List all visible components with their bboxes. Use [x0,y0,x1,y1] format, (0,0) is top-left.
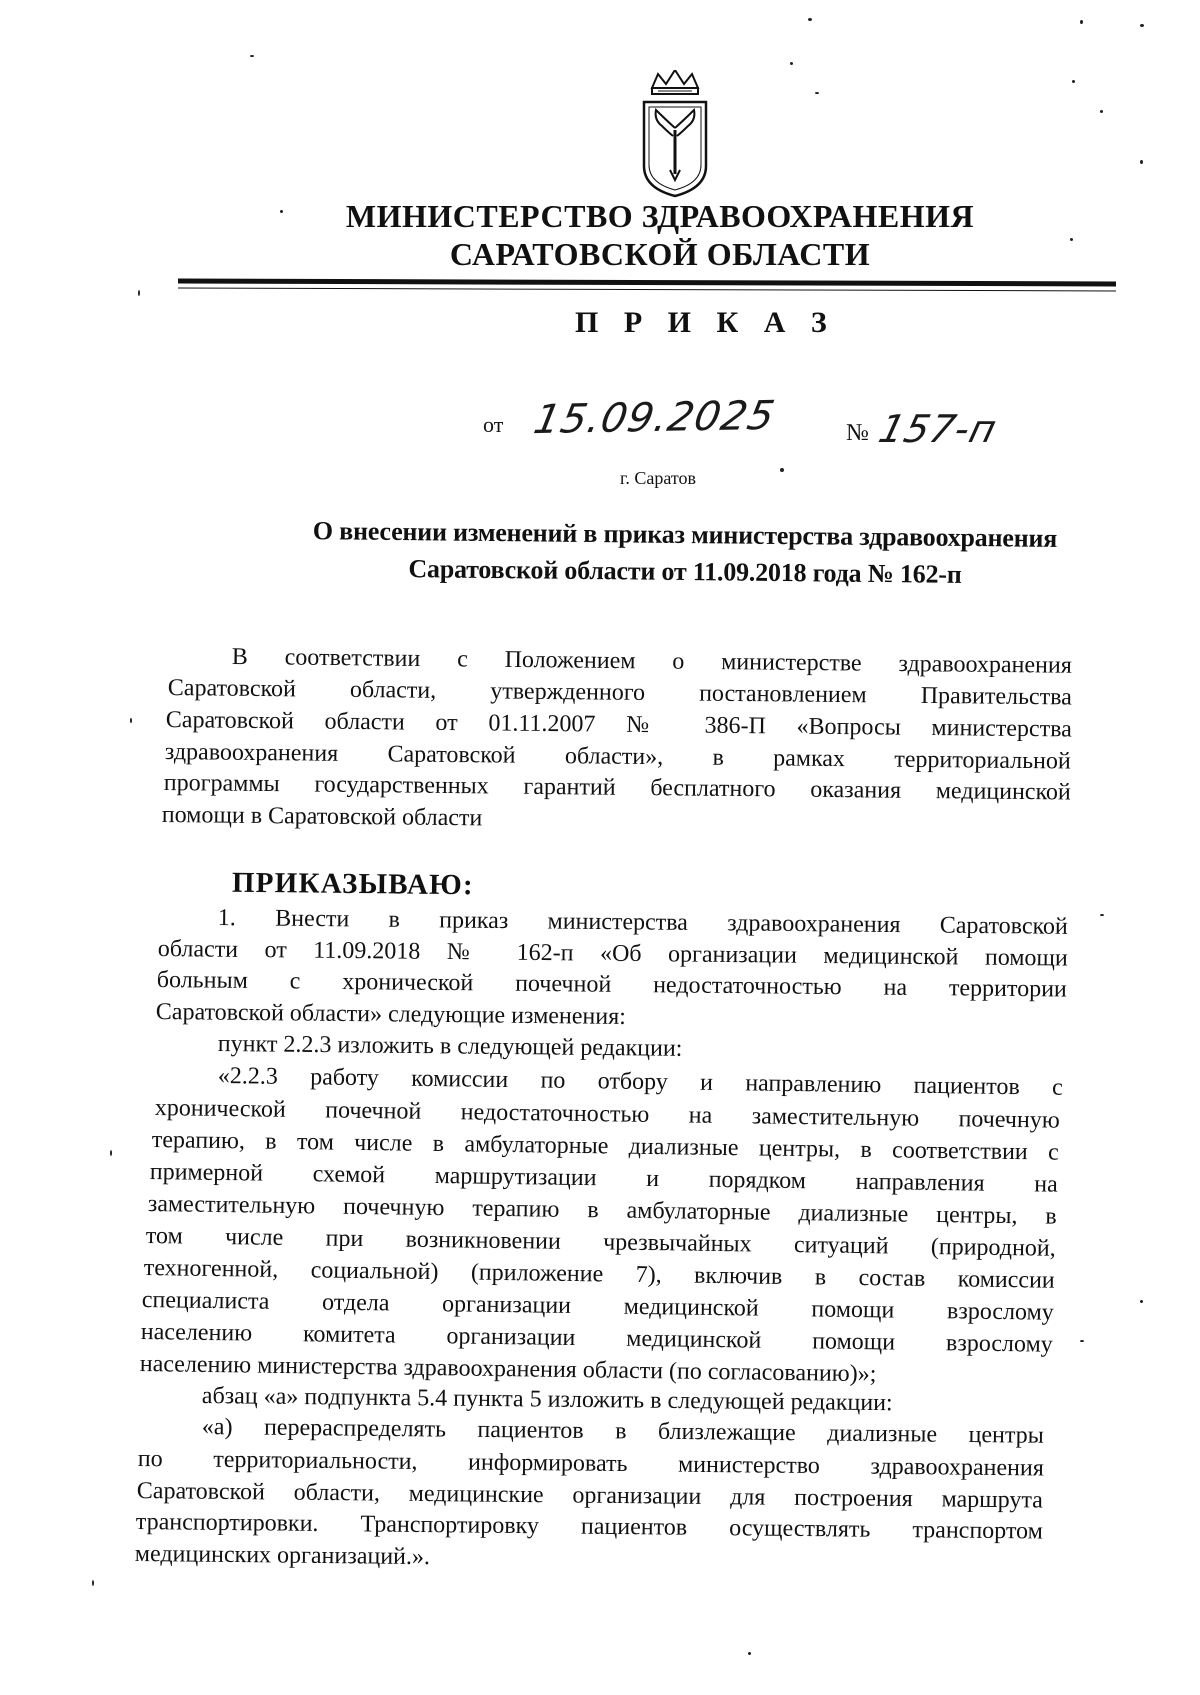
body-line: «а) перераспределять пациентов в близлежащие диализные центры [201,1414,1044,1449]
document-title-line-2: Саратовской области от 11.09.2018 года № 162-п [408,554,962,589]
body-line: населению комитета организации медицинской помощи взрослому [140,1319,1053,1358]
preamble-line: Саратовской области от 01.11.2007 № 386-П «Вопросы министерства [165,707,1072,743]
body-line: 1. Внести в приказ министерства здравоохранения Саратовской [217,905,1068,940]
scan-speck [1070,238,1073,241]
body-line: терапию, в том числе в амбулаторные диализные центры, в соответствии с [151,1127,1059,1166]
scan-speck [1100,110,1103,113]
body-line: заместительную почечную терапию в амбулаторные диализные центры, в [147,1191,1057,1230]
number-label: № [846,420,869,446]
preamble-line: помощи в Саратовской области [161,802,483,832]
scan-speck [250,55,254,57]
scan-speck [780,468,784,472]
body-line: больным с хронической почечной недостаточностью на территории [156,967,1067,1003]
body-line: Саратовской области, медицинские организации для построения маршрута [136,1478,1043,1514]
body-line: пункт 2.2.3 изложить в следующей редакции: [217,1031,683,1062]
header-divider-thick [178,279,1116,287]
header-divider-thin [178,288,1116,292]
body-line: примерной схемой маршрутизации и порядком направления на [149,1159,1058,1198]
scan-speck [1140,160,1143,164]
scan-speck [1080,20,1083,24]
preamble-line: здравоохранения Саратовской области», в рамках территориальной [164,739,1071,775]
ministry-name-line-2: САРАТОВСКОЙ ОБЛАСТИ [449,236,871,272]
scan-speck [815,92,819,94]
preamble-line: В соответствии с Положением о министерстве здравоохранения [231,644,1072,679]
order-word: ПРИКАЗЫВАЮ: [231,866,475,902]
scan-speck [790,62,793,65]
ministry-name-line-1: МИНИСТЕРСТВО ЗДРАВООХРАНЕНИЯ [345,198,975,234]
body-line: абзац «а» подпункта 5.4 пункта 5 изложить в следующей редакции: [201,1383,893,1417]
body-line: населению министерства здравоохранения области (по согласованию)»; [139,1351,877,1388]
preamble-line: Саратовской области, утвержденного постановлением Правительства [167,675,1072,711]
scan-speck [130,718,132,723]
scan-speck [92,1580,94,1586]
document-title-line-1: О внесении изменений в приказ министерства здравоохранения [312,516,1058,553]
saratov-oblast-coat-of-arms-icon [640,70,710,198]
scan-speck [110,1150,112,1156]
body-line: области от 11.09.2018 № 162-п «Об организации медицинской помощи [157,936,1068,972]
body-line: по территориальности, информировать министерство здравоохранения [137,1446,1044,1482]
scan-speck [1100,914,1104,916]
scan-speck [1140,1300,1143,1303]
handwritten-number: 157-п [874,407,1002,451]
handwritten-date: 15.09.2025 [530,392,779,444]
body-line: «2.2.3 работу комиссии по отбору и направлению пациентов с [217,1063,1063,1101]
body-line: транспортировки. Транспортировку пациентов осуществлять транспортом [135,1509,1043,1545]
scan-speck [1072,80,1075,83]
body-line: том числе при возникновении чрезвычайных ситуаций (природной, [145,1223,1056,1262]
document-type: П Р И К А З [575,306,836,339]
scan-speck [808,18,812,21]
scan-speck [1080,1340,1084,1342]
body-line: хронической почечной недостаточностью на заместительную почечную [154,1095,1060,1134]
city: г. Саратов [620,468,696,488]
scan-speck [280,210,283,213]
scan-speck [748,1652,751,1655]
scan-speck [1140,24,1144,27]
preamble-line: программы государственных гарантий бесплатного оказания медицинской [163,770,1071,806]
body-line: Саратовской области» следующие изменения: [155,999,627,1030]
scan-speck [138,290,140,296]
body-line: медицинских организаций.». [134,1541,431,1571]
body-line: специалиста отдела организации медицинской помощи взрослому [141,1287,1054,1326]
body-line: техногенной, социальной) (приложение 7), включив в состав комиссии [143,1255,1055,1294]
date-label: от [483,412,504,437]
